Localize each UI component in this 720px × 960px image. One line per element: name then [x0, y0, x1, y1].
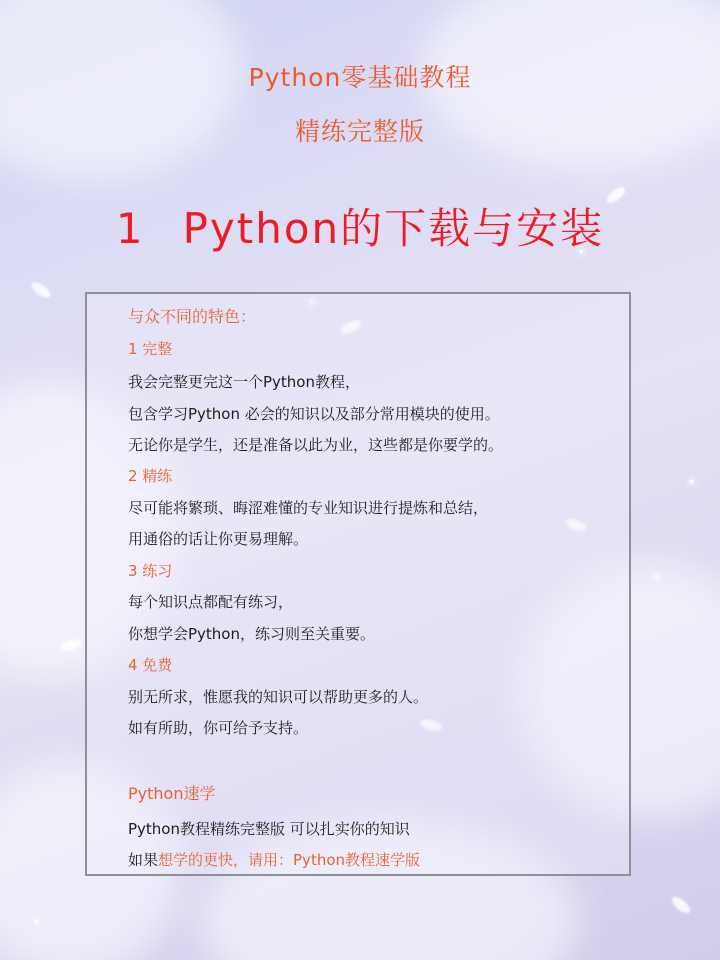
course-title: Python零基础教程: [248, 63, 472, 92]
chapter-number: 1: [115, 204, 145, 253]
feature-line: 我会完整更完这一个Python教程，: [128, 373, 360, 391]
feature-heading-complete: 1 完整: [128, 340, 173, 358]
feature-line: 别无所求，惟愿我的知识可以帮助更多的人。: [128, 688, 429, 706]
fast-learn-prefix: 如果: [128, 851, 159, 869]
features-card: [85, 292, 631, 876]
course-subtitle: 精练完整版: [294, 117, 425, 146]
feature-line: 每个知识点都配有练习，: [128, 593, 294, 611]
intro-heading: 与众不同的特色：: [128, 307, 257, 326]
feature-heading-free: 4 免费: [128, 656, 173, 674]
feature-heading-refined: 2 精练: [128, 467, 173, 485]
fast-learn-heading: Python速学: [128, 784, 216, 803]
feature-heading-practice: 3 练习: [128, 562, 173, 580]
fast-learn-line: Python教程精练完整版 可以扎实你的知识: [128, 820, 410, 838]
feature-line: 包含学习Python 必会的知识以及部分常用模块的使用。: [128, 405, 500, 423]
fast-learn-link-line: [128, 850, 420, 870]
feature-line: 无论你是学生，还是准备以此为业，这些都是你要学的。: [128, 436, 504, 454]
feature-line: 如有所助，你可给予支持。: [128, 719, 309, 737]
chapter-heading: [0, 196, 720, 256]
chapter-title: Python的下载与安装: [182, 204, 605, 253]
feature-line: 尽可能将繁琐、晦涩难懂的专业知识进行提炼和总结，: [128, 499, 489, 517]
feature-line: 用通俗的话让你更易理解。: [128, 530, 309, 548]
feature-line: 你想学会Python，练习则至关重要。: [128, 625, 375, 643]
fast-learn-highlight: 想学的更快，请用：Python教程速学版: [158, 851, 421, 869]
